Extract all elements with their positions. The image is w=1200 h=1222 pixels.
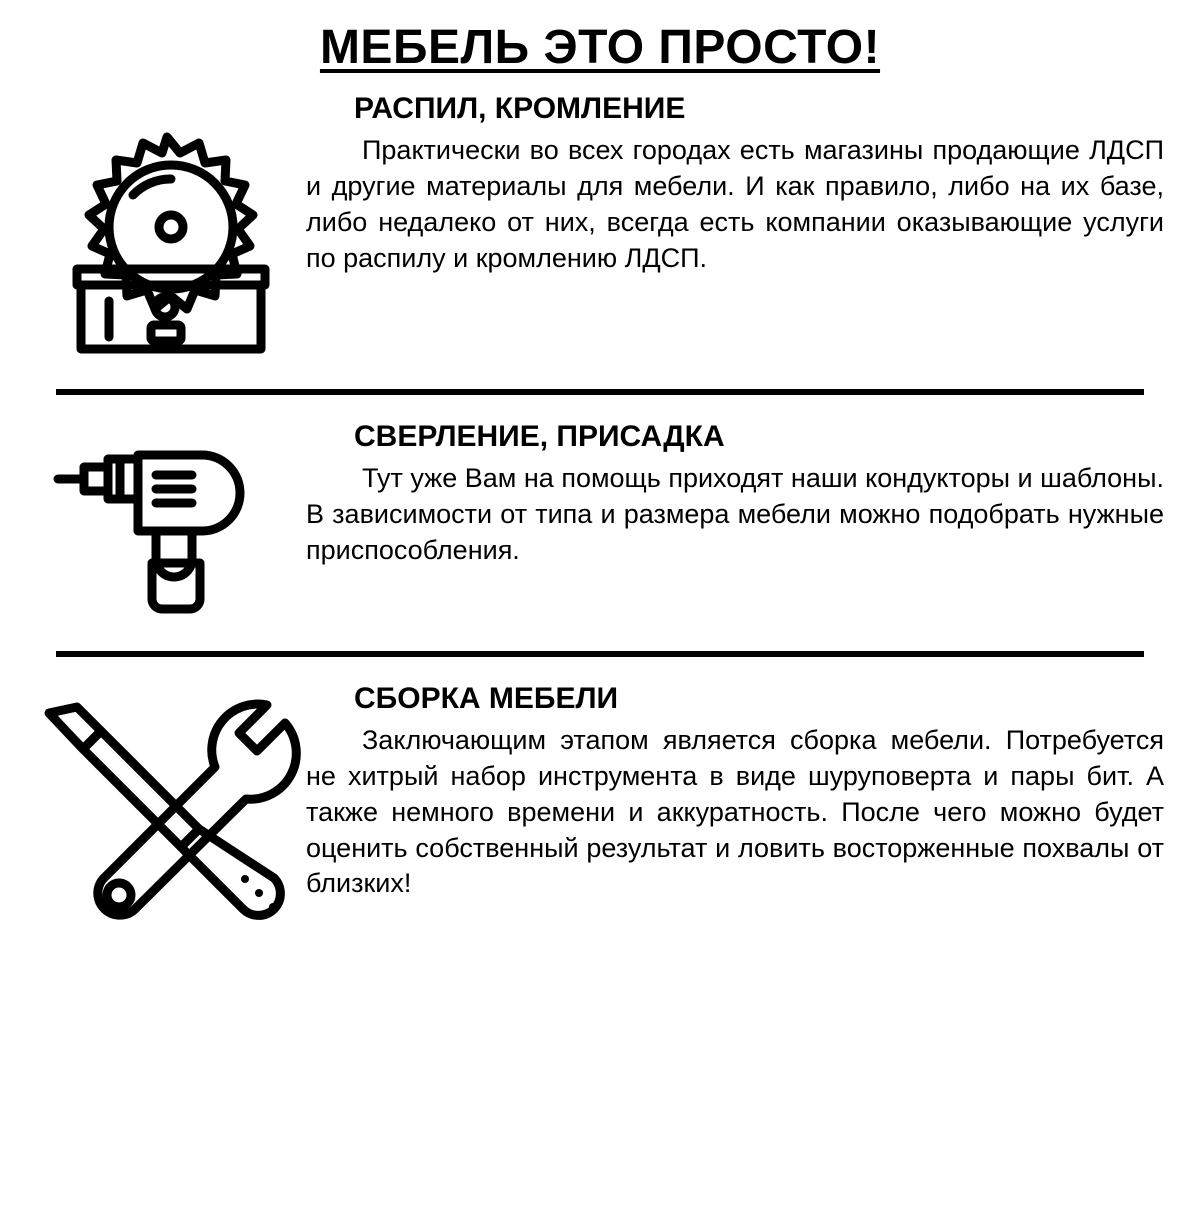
section-heading: РАСПИЛ, КРОМЛЕНИЕ: [354, 91, 686, 125]
page-title: МЕБЕЛЬ ЭТО ПРОСТО!: [319, 21, 881, 74]
power-drill-icon: [52, 433, 282, 633]
poster-page: [0, 22, 1200, 1222]
icon-container-screwdriver-wrench: [28, 673, 306, 953]
icon-container-circular-saw: [28, 83, 306, 371]
section-sverlenie: [0, 411, 1200, 633]
circular-saw-icon: [47, 109, 287, 371]
divider-1: [56, 389, 1144, 395]
section-body: Заключающим этапом является сборка мебели. Потребуется не хитрый набор инструмента в виде шуруповерта и пары бит. А также немного времени и аккуратность. После чего можно будет оценить собственный результат и ловить восторженные похвалы от близких!: [306, 724, 1164, 899]
divider-2: [56, 651, 1144, 657]
section-body: Практически во всех городах есть магазины продающие ЛДСП и другие материалы для мебели. И как правило, либо на их базе, либо недалеко от них, всегда есть компании оказывающие услуги по распилу и кромлению ЛДСП.: [306, 134, 1164, 273]
text-container-sverlenie: [306, 411, 1172, 569]
text-container-raspil: [306, 83, 1172, 277]
section-sborka: [0, 673, 1200, 953]
section-body: Тут уже Вам на помощь приходят наши кондукторы и шаблоны. В зависимости от типа и размера мебели можно подобрать нужные приспособления.: [306, 462, 1164, 565]
icon-container-power-drill: [28, 411, 306, 633]
section-heading: СБОРКА МЕБЕЛИ: [354, 681, 619, 715]
section-heading: СВЕРЛЕНИЕ, ПРИСАДКА: [354, 419, 725, 453]
section-raspil: [0, 83, 1200, 371]
text-container-sborka: [306, 673, 1172, 903]
screwdriver-wrench-icon: [31, 691, 303, 953]
